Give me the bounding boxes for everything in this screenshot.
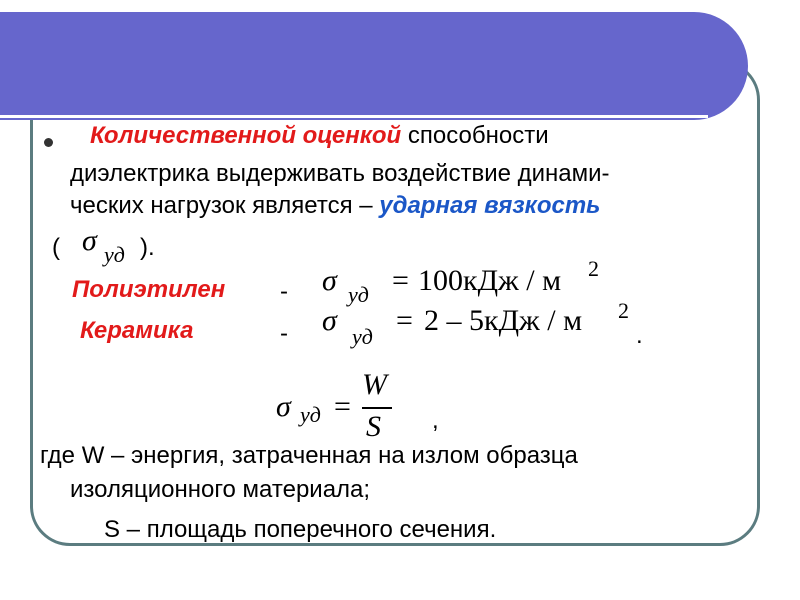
ceramic-sigma: σ — [322, 304, 337, 337]
material-ceramic-dash: - — [280, 320, 288, 347]
bullet-line-3 — [70, 190, 600, 222]
definition-w-line-2: изоляционного материала; — [70, 476, 371, 503]
banner-divider — [0, 115, 708, 118]
formula-equals: = — [334, 390, 351, 423]
formula-trailing-comma: , — [432, 407, 439, 434]
polyethylene-equals: = — [392, 264, 409, 297]
notation-subscript: уд — [104, 242, 125, 267]
material-ceramic-label: Керамика — [80, 317, 194, 344]
ceramic-value: 2 – 5кДж / м — [424, 304, 583, 337]
bullet-icon — [44, 138, 53, 147]
material-polyethylene-dash: - — [280, 278, 288, 305]
bullet-line-2: диэлектрика выдерживать воздействие динами- — [70, 160, 610, 187]
ceramic-subscript: уд — [352, 324, 373, 349]
notation-sigma: σ — [82, 224, 97, 257]
formula-subscript: уд — [300, 402, 321, 427]
definition-s-line: S – площадь поперечного сечения. — [104, 516, 497, 543]
notation-close-paren: ). — [140, 234, 155, 261]
ceramic-trailing-period: . — [636, 322, 643, 349]
formula-numerator: W — [362, 368, 387, 401]
ceramic-equals: = — [396, 304, 413, 337]
highlight-impact-toughness: ударная вязкость — [379, 192, 601, 219]
polyethylene-subscript: уд — [348, 282, 369, 307]
bullet-line-1 — [70, 120, 549, 152]
title-banner — [0, 12, 748, 120]
highlight-quantitative-assessment: Количественной оценкой — [70, 122, 402, 149]
polyethylene-value: 100кДж / м — [418, 264, 562, 297]
formula-sigma: σ — [276, 390, 291, 423]
material-polyethylene-label: Полиэтилен — [72, 276, 226, 303]
bullet-line-1-rest: способности — [401, 122, 549, 149]
fraction-bar — [362, 407, 392, 409]
bullet-line-3-start: ческих нагрузок является – — [70, 192, 380, 219]
notation-open-paren: ( — [52, 234, 60, 261]
formula-denominator: S — [366, 410, 381, 443]
definition-w-line-1: где W – энергия, затраченная на излом образца — [40, 442, 578, 469]
ceramic-exponent: 2 — [618, 298, 629, 323]
polyethylene-exponent: 2 — [588, 256, 599, 281]
polyethylene-sigma: σ — [322, 264, 337, 297]
